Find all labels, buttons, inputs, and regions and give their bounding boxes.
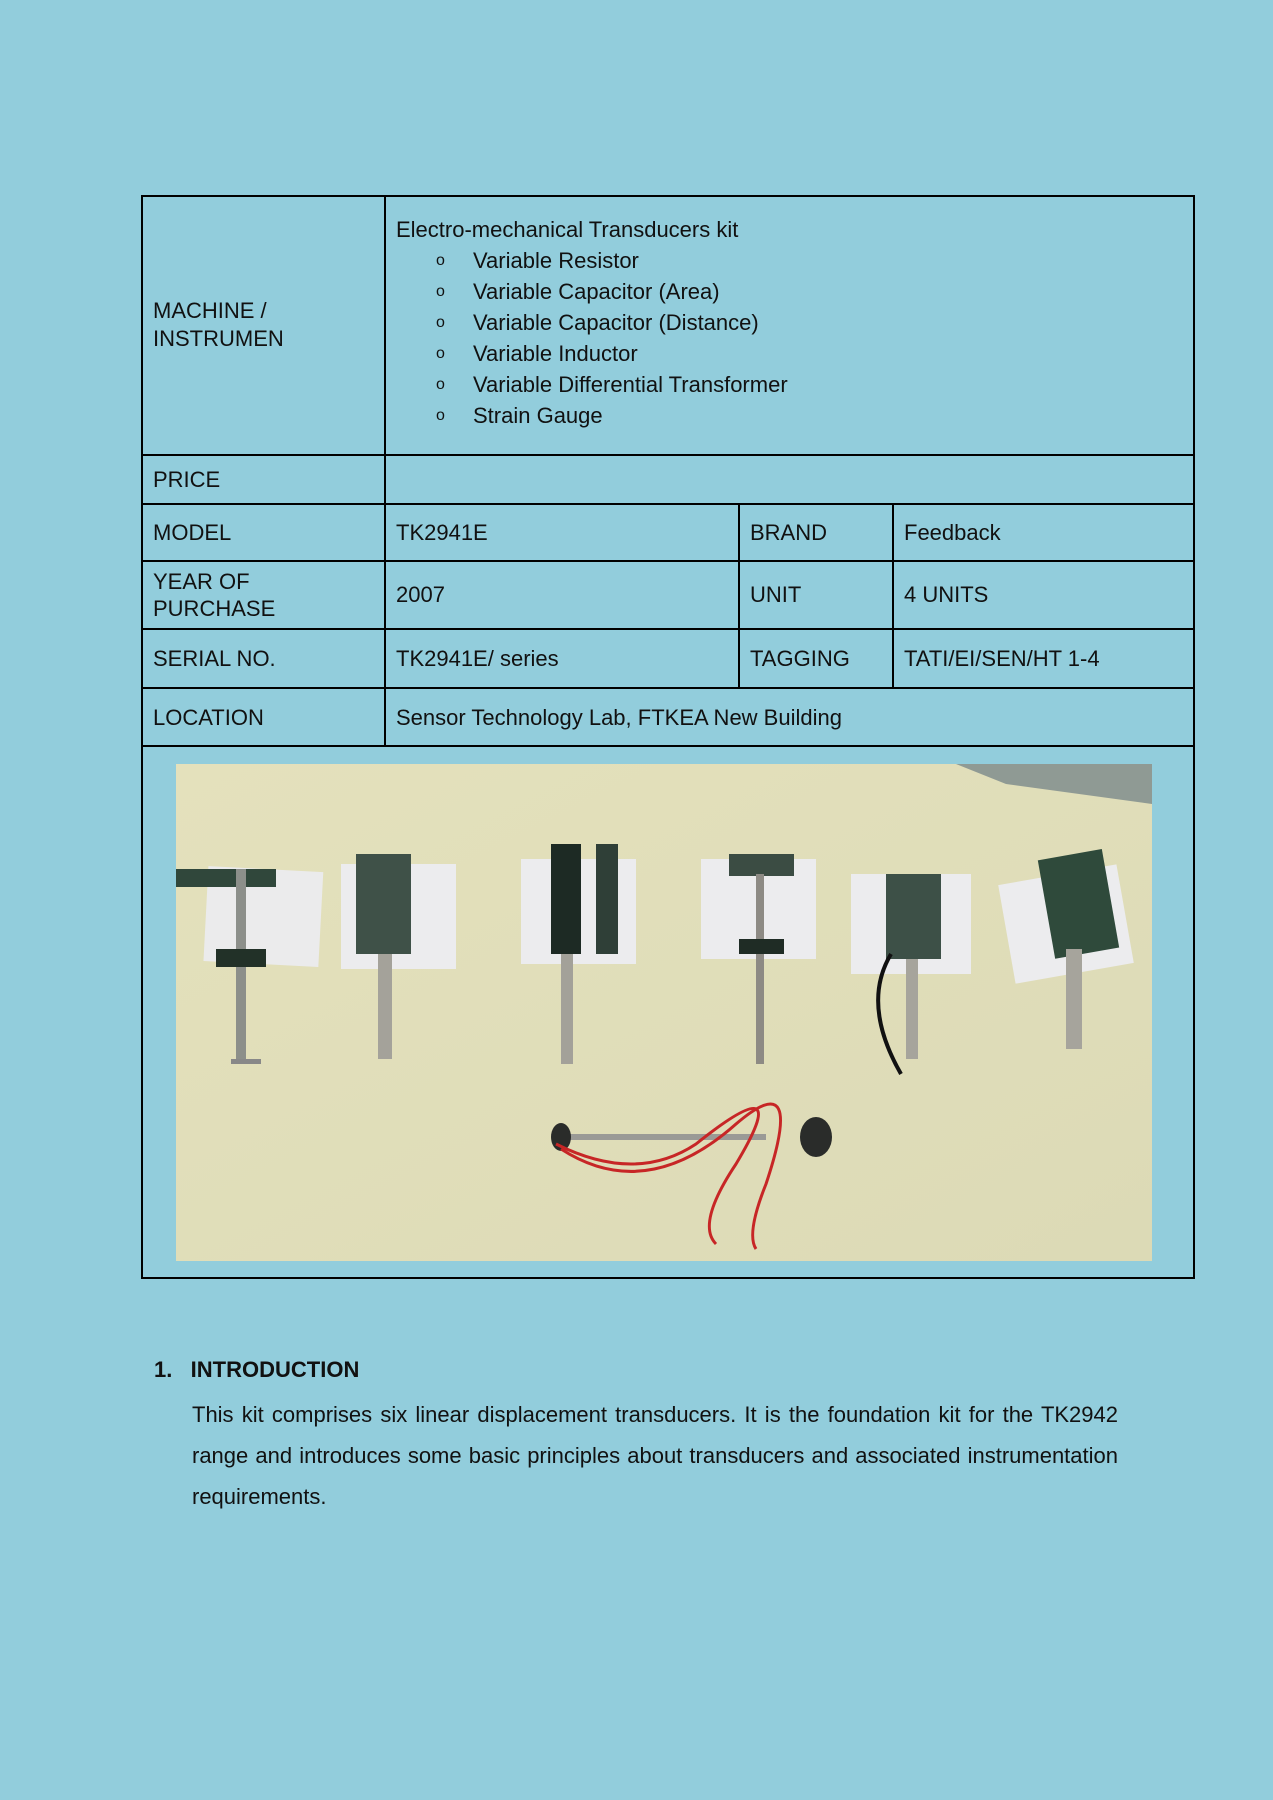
serial-value: TK2941E/ series bbox=[396, 646, 559, 671]
row-divider bbox=[141, 628, 1195, 630]
bullet-icon: o bbox=[436, 252, 445, 269]
row-divider bbox=[141, 454, 1195, 456]
machine-label: INSTRUMEN bbox=[153, 326, 284, 351]
row-divider bbox=[141, 503, 1195, 505]
location-label: LOCATION bbox=[153, 705, 264, 730]
brand-value: Feedback bbox=[904, 520, 1001, 545]
col-divider bbox=[738, 503, 740, 689]
kit-item: Variable Differential Transformer bbox=[473, 372, 788, 397]
kit-item: Variable Capacitor (Distance) bbox=[473, 310, 759, 335]
bullet-icon: o bbox=[436, 345, 445, 362]
table-border bbox=[141, 195, 143, 1279]
price-label: PRICE bbox=[153, 467, 221, 492]
bullet-icon: o bbox=[436, 283, 445, 300]
unit-value: 4 UNITS bbox=[904, 582, 989, 607]
kit-item: Variable Resistor bbox=[473, 248, 639, 273]
machine-label: MACHINE / bbox=[153, 298, 267, 323]
kit-item: Variable Capacitor (Area) bbox=[473, 279, 720, 304]
introduction-body: This kit comprises six linear displacement transducers. It is the foundation kit for the TK2942 range and introduces some basic principles about transducers and associated instrumentation requirements. bbox=[192, 1402, 1118, 1509]
tagging-value: TATI/EI/SEN/HT 1-4 bbox=[904, 646, 1100, 671]
year-label: YEAR OF bbox=[153, 569, 250, 594]
location-value: Sensor Technology Lab, FTKEA New Building bbox=[396, 705, 842, 730]
bullet-icon: o bbox=[436, 376, 445, 393]
row-divider bbox=[141, 745, 1195, 747]
table-border bbox=[141, 1277, 1195, 1279]
bullet-icon: o bbox=[436, 407, 445, 424]
year-value: 2007 bbox=[396, 582, 445, 607]
unit-label: UNIT bbox=[750, 582, 802, 607]
table-border bbox=[141, 195, 1195, 197]
row-divider bbox=[141, 687, 1195, 689]
col-divider bbox=[892, 503, 894, 689]
transducer-kit-photo bbox=[176, 764, 1152, 1261]
introduction-heading: 1. INTRODUCTION bbox=[154, 1357, 360, 1382]
serial-label: SERIAL NO. bbox=[153, 646, 276, 671]
tagging-label: TAGGING bbox=[750, 646, 850, 671]
year-label: PURCHASE bbox=[153, 596, 276, 621]
col-divider bbox=[384, 195, 386, 747]
brand-label: BRAND bbox=[750, 520, 828, 545]
kit-title: Electro-mechanical Transducers kit bbox=[396, 217, 739, 242]
bullet-icon: o bbox=[436, 314, 445, 331]
model-value: TK2941E bbox=[396, 520, 488, 545]
kit-item: Variable Inductor bbox=[473, 341, 638, 366]
model-label: MODEL bbox=[153, 520, 232, 545]
kit-item: Strain Gauge bbox=[473, 403, 603, 428]
table-border bbox=[1193, 195, 1195, 1279]
row-divider bbox=[141, 560, 1195, 562]
